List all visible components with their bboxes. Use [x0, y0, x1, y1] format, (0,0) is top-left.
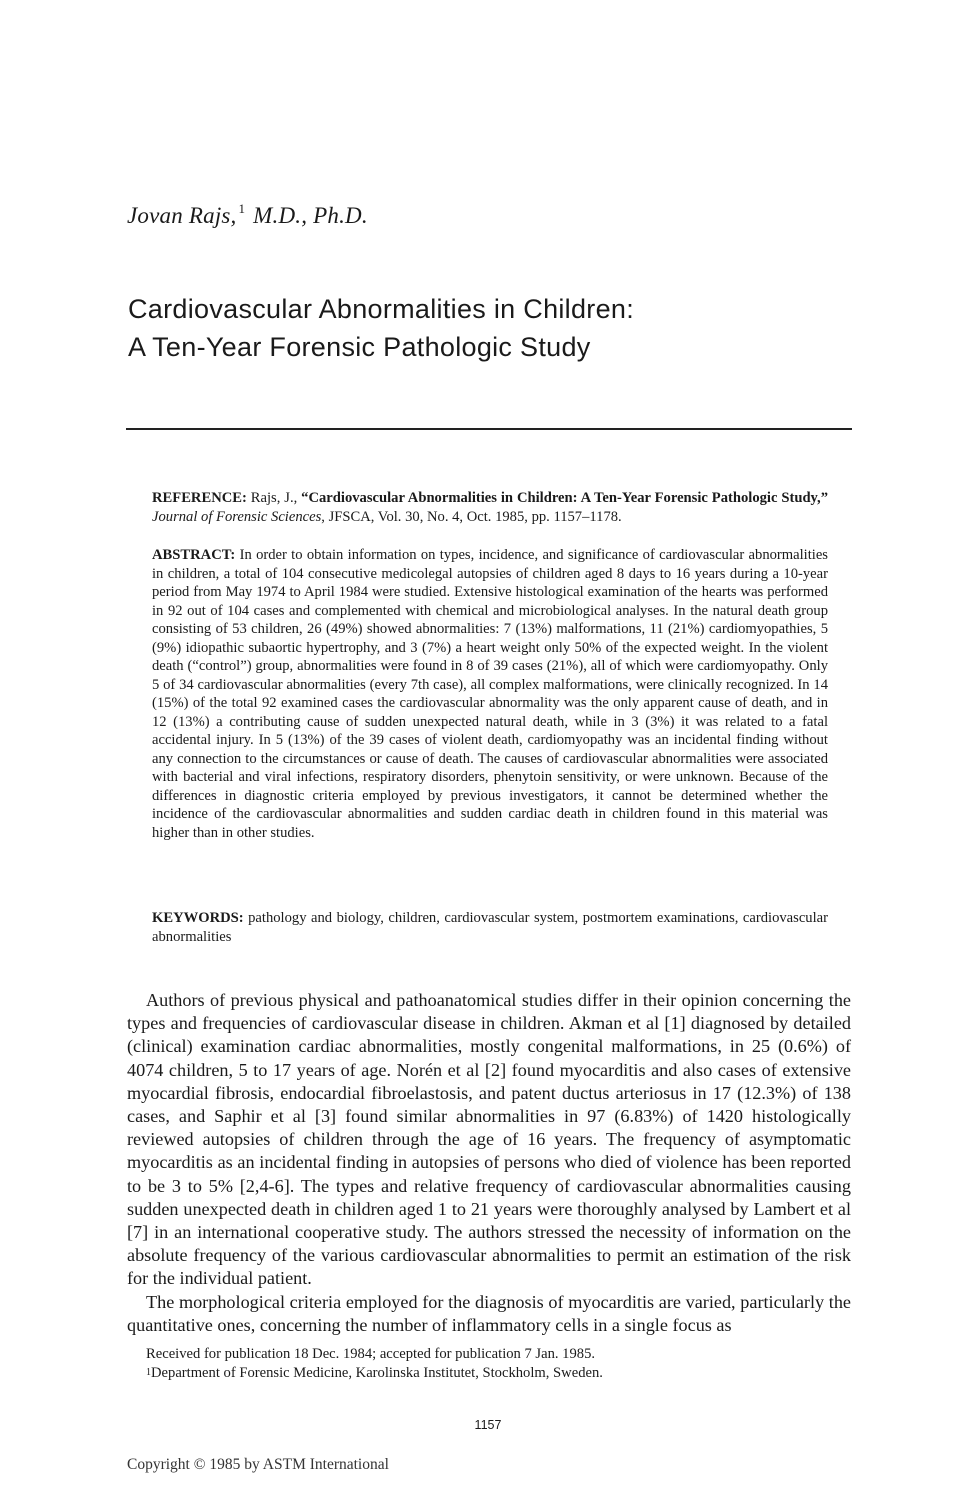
affiliation-mark: 1	[146, 1366, 151, 1378]
reference-citation: , JFSCA, Vol. 30, No. 4, Oct. 1985, pp. 1157–1178.	[321, 508, 622, 525]
reference-label: REFERENCE:	[152, 490, 247, 506]
reference-article-title: “Cardiovascular Abnormalities in Children: A Ten-Year Forensic Pathologic Study,”	[301, 490, 828, 506]
affiliation-note	[146, 1364, 846, 1383]
reference-journal: Journal of Forensic Sciences	[152, 508, 322, 525]
received-note: Received for publication 18 Dec. 1984; accepted for publication 7 Jan. 1985.	[146, 1346, 596, 1362]
body-paragraph-1: Authors of previous physical and pathoanatomical studies differ in their opinion concerning the types and frequencies of cardiovascular disease in children. Akman et al [1] diagnosed by detailed (clinical) examination cardiac abnormalities, mostly congenital malformations, in 25 (0.6%) of 4074 children, 5 to 17 years of age. Norén et al [2] found myocarditis and also cases of extensive myocardial fibrosis, endocardial fibroelastosis, and patent ductus arteriosus in 17 (12.3%) of 138 cases, and Saphir et al [3] found similar abnormalities in 97 (6.83%) of 1420 histologically reviewed autopsies of children through the age of 16 years. The frequency of asymptomatic myocarditis as an incidental finding in autopsies of persons who died of violence has been reported to be 3 to 5% [2,4-6]. The types and relative frequency of cardiovascular abnormalities causing sudden unexpected death in children aged 1 to 21 years were thoroughly analysed by Lambert et al [7] in an international cooperative study. The authors stressed the necessity of information on the absolute frequency of the various cardiovascular abnormalities to permit an estimation of the risk for the individual patient.	[127, 990, 851, 1289]
reference-authors: Rajs, J.,	[246, 490, 302, 506]
author-line	[127, 203, 368, 229]
copyright-notice: Copyright © 1985 by ASTM International	[127, 1456, 389, 1473]
page-number: 1157	[474, 1418, 502, 1432]
title-line-1: Cardiovascular Abnormalities in Children:	[128, 294, 635, 324]
title-divider	[126, 428, 852, 430]
abstract-block	[152, 546, 828, 842]
article-title	[128, 290, 634, 366]
affiliation-text: Department of Forensic Medicine, Karolinska Institutet, Stockholm, Sweden.	[151, 1364, 603, 1381]
title-line-2: A Ten-Year Forensic Pathologic Study	[128, 332, 591, 362]
author-name: Jovan Rajs,	[127, 203, 237, 228]
body-paragraph-2: The morphological criteria employed for the diagnosis of myocarditis are varied, particularly the quantitative ones, concerning the number of inflammatory cells in a single focus as	[127, 1291, 851, 1335]
abstract-label: ABSTRACT:	[152, 547, 236, 563]
keywords-block	[152, 909, 828, 946]
footnotes	[146, 1345, 846, 1382]
body-text	[127, 989, 851, 1337]
author-footnote-mark: 1	[238, 201, 246, 216]
keywords-label: KEYWORDS:	[152, 910, 244, 926]
reference-block	[152, 489, 828, 526]
abstract-text: In order to obtain information on types, incidence, and significance of cardiovascular abnormalities in children, a total of 104 consecutive medicolegal autopsies of children aged 8 days to 16 years during a 10-year period from May 1974 to April 1984 were studied. Extensive histological examination of the hearts was performed in 92 out of 104 cases and complemented with chemical and microbiological analyses. In the natural death group consisting of 53 children, 26 (49%) showed abnormalities: 7 (13%) malformations, 11 (21%) cardiomyopathies, 5 (9%) idiopathic subaortic hypertrophy, and 3 (7%) a heart weight only 50% of the expected weight. In the violent death (“control”) group, abnormalities were found in 8 of 39 cases (21%), all of which were cardiomyopathy. Only 5 of 34 cardiovascular abnormalities (every 7th case), all complex malformations, were clinically recognized. In 14 (15%) of the total 92 examined cases the cardiovascular abnormality was the only apparent cause of death, and in 12 (13%) a contributing cause of sudden unexpected natural death, while in 3 (3%) it was related to a fatal accidental injury. In 5 (13%) of the 39 cases of violent death, cardiomyopathy was an incidental finding without any connection to the circumstances or cause of death. The causes of cardiovascular abnormalities were associated with bacterial and viral infections, respiratory disorders, phenytoin sensitivity, or were unknown. Because of the differences in diagnostic criteria employed by previous investigators, it cannot be determined whether the incidence of the cardiovascular abnormalities and sudden cardiac death in children found in this material was higher than in other studies.	[152, 547, 828, 841]
author-degrees: M.D., Ph.D.	[253, 203, 368, 228]
keywords-text: pathology and biology, children, cardiovascular system, postmortem examinations, cardiovascular abnormalities	[152, 910, 828, 945]
